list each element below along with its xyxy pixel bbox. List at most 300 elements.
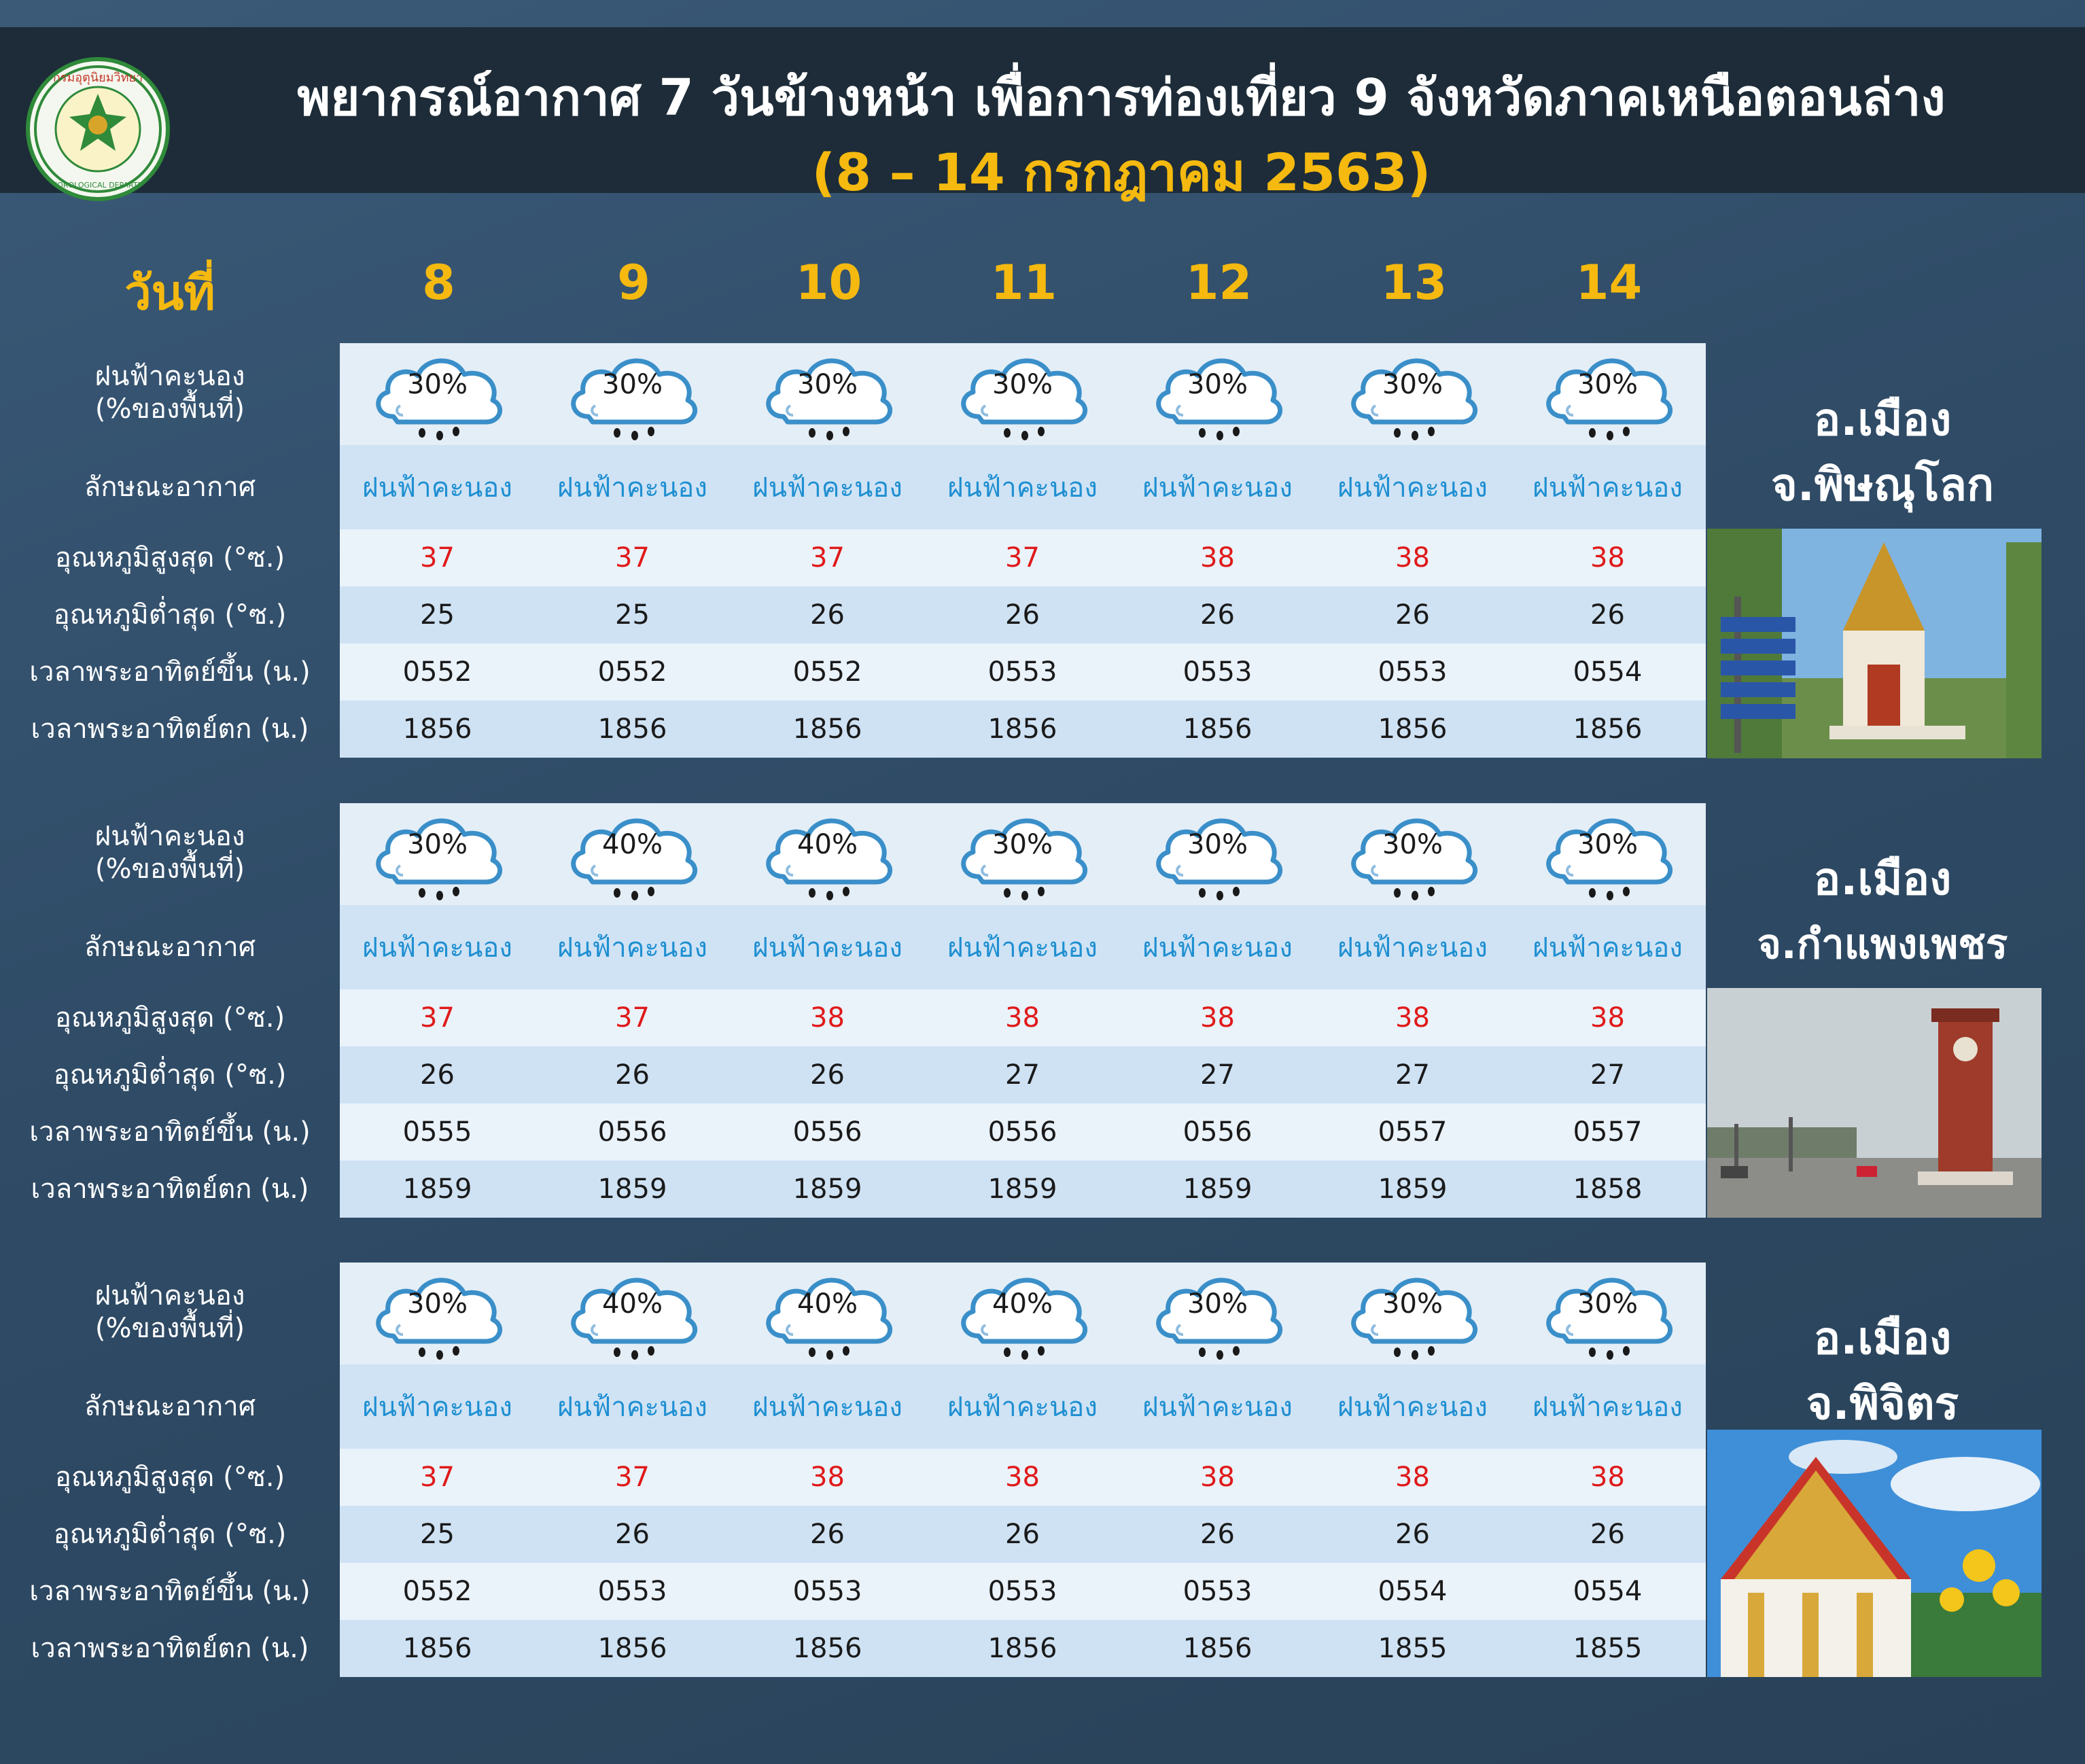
- condition-value: ฝนฟ้าคะนอง: [752, 1392, 903, 1423]
- sunset-cell: [925, 1620, 1120, 1677]
- row-label-sunrise: เวลาพระอาทิตย์ขึ้น (น.): [29, 656, 311, 688]
- row-label-tmin: อุณหภูมิต่ำสุด (°ซ.): [53, 1059, 287, 1091]
- sunrise-value: 0553: [987, 656, 1057, 688]
- sunset-value: 1859: [402, 1174, 472, 1205]
- rain-cell: [1120, 1263, 1315, 1364]
- sunset-value: 1856: [792, 1633, 862, 1664]
- rain-cell: [1315, 1263, 1510, 1364]
- rain-percent: 30%: [1382, 829, 1443, 860]
- row-label-rain: ฝนฟ้าคะนอง (%ของพื้นที่): [94, 361, 245, 425]
- station-district: อ.เมือง: [1813, 853, 1952, 905]
- row-label-sunrise: เวลาพระอาทิตย์ขึ้น (น.): [29, 1576, 311, 1607]
- sunset-cell: [535, 701, 730, 758]
- condition-cell: [1315, 1364, 1510, 1449]
- sunrise-cell: [1315, 643, 1510, 701]
- condition-cell: [925, 905, 1120, 989]
- landmark-photo: [1707, 529, 2042, 758]
- rain-chance: [756, 1263, 899, 1364]
- tmin-value: 26: [810, 599, 845, 631]
- sunset-value: 1859: [987, 1174, 1057, 1205]
- tmax-cell: [925, 529, 1120, 586]
- condition-cell: [535, 445, 730, 529]
- condition-cell: [730, 1364, 925, 1449]
- sunrise-cell: [535, 1104, 730, 1161]
- rain-chance: [1146, 803, 1289, 905]
- row-sunrise: [340, 1563, 1706, 1620]
- condition-cell: [1120, 1364, 1315, 1449]
- sunset-value: 1855: [1378, 1633, 1448, 1664]
- tmin-cell: [1315, 586, 1510, 643]
- tmin-cell: [730, 1506, 925, 1563]
- tmax-value: 37: [615, 1002, 650, 1034]
- condition-value: ฝนฟ้าคะนอง: [362, 1392, 512, 1423]
- condition-value: ฝนฟ้าคะนอง: [1142, 932, 1293, 964]
- tmin-cell: [535, 1506, 730, 1563]
- condition-value: ฝนฟ้าคะนอง: [1142, 472, 1293, 504]
- tmax-value: 38: [810, 1002, 845, 1034]
- sunrise-cell: [1120, 1563, 1315, 1620]
- tmax-cell: [1120, 529, 1315, 586]
- tmin-cell: [340, 1046, 535, 1104]
- condition-value: ฝนฟ้าคะนอง: [947, 932, 1098, 964]
- condition-cell: [1120, 445, 1315, 529]
- rain-cell: [730, 803, 925, 905]
- sunrise-cell: [340, 1563, 535, 1620]
- sunset-value: 1859: [1378, 1174, 1448, 1205]
- sunset-cell: [535, 1161, 730, 1218]
- condition-cell: [1315, 905, 1510, 989]
- condition-cell: [1120, 905, 1315, 989]
- tmax-value: 38: [1590, 1462, 1625, 1493]
- tmin-cell: [535, 586, 730, 643]
- sunrise-cell: [1510, 1104, 1705, 1161]
- rain-percent: 40%: [797, 1288, 858, 1320]
- tmax-value: 38: [1395, 542, 1430, 574]
- row-rain: [340, 803, 1706, 905]
- condition-value: ฝนฟ้าคะนอง: [947, 1392, 1098, 1423]
- tmin-value: 25: [420, 599, 455, 631]
- sunrise-value: 0556: [1182, 1116, 1252, 1148]
- sunset-cell: [730, 1161, 925, 1218]
- condition-cell: [1510, 905, 1705, 989]
- tmax-value: 38: [1395, 1002, 1430, 1034]
- rain-percent: 30%: [992, 369, 1053, 400]
- sunrise-cell: [1120, 643, 1315, 701]
- rain-percent: 30%: [1382, 369, 1443, 400]
- sunset-cell: [1510, 701, 1705, 758]
- tmin-cell: [535, 1046, 730, 1104]
- condition-cell: [1510, 445, 1705, 529]
- page-subtitle: (8 – 14 กรกฎาคม 2563): [811, 142, 1431, 202]
- tmin-value: 26: [615, 1519, 650, 1550]
- condition-cell: [1315, 445, 1510, 529]
- tmin-cell: [925, 1506, 1120, 1563]
- rain-chance: [1537, 1263, 1679, 1364]
- tmax-value: 38: [1005, 1462, 1040, 1493]
- tmax-cell: [340, 1449, 535, 1506]
- header-bar: [0, 27, 2085, 202]
- page-title: พยากรณ์อากาศ 7 วันข้างหน้า เพื่อการท่องเที่ยว 9 จังหวัดภาคเหนือตอนล่าง: [297, 69, 1946, 127]
- sunset-cell: [1120, 1161, 1315, 1218]
- rain-chance: [1537, 803, 1679, 905]
- tmin-value: 26: [420, 1059, 455, 1091]
- sunset-cell: [1510, 1161, 1705, 1218]
- tmax-value: 37: [1005, 542, 1040, 574]
- tmin-value: 26: [1200, 599, 1235, 631]
- day-header-4: 12: [1185, 255, 1252, 311]
- sunset-value: 1856: [402, 713, 472, 745]
- sunrise-cell: [730, 1563, 925, 1620]
- row-label-condition: ลักษณะอากาศ: [84, 1391, 256, 1422]
- tmin-value: 27: [1590, 1059, 1625, 1091]
- tmin-value: 26: [1005, 1519, 1040, 1550]
- rain-chance: [561, 1263, 704, 1364]
- tmax-value: 38: [1005, 1002, 1040, 1034]
- condition-cell: [535, 905, 730, 989]
- sunset-value: 1856: [597, 713, 667, 745]
- sunrise-value: 0553: [1378, 656, 1448, 688]
- row-sunrise: [340, 1104, 1706, 1161]
- sunrise-value: 0554: [1573, 656, 1643, 688]
- condition-value: ฝนฟ้าคะนอง: [1337, 472, 1488, 504]
- rain-percent: 30%: [1577, 1288, 1638, 1320]
- rain-percent: 30%: [1577, 369, 1638, 400]
- tmax-cell: [1315, 1449, 1510, 1506]
- station-province: จ.พิจิตร: [1806, 1377, 1959, 1430]
- tmin-value: 26: [615, 1059, 650, 1091]
- rain-cell: [730, 343, 925, 445]
- station-district: อ.เมือง: [1813, 393, 1952, 446]
- row-label-condition: ลักษณะอากาศ: [84, 472, 256, 503]
- tmax-cell: [730, 529, 925, 586]
- rain-chance: [756, 803, 899, 905]
- sunset-cell: [1315, 1620, 1510, 1677]
- rain-percent: 40%: [797, 829, 858, 860]
- sunset-cell: [730, 701, 925, 758]
- day-header-2: 10: [795, 255, 862, 311]
- rain-cell: [925, 803, 1120, 905]
- rain-cell: [925, 343, 1120, 445]
- sunset-cell: [1315, 1161, 1510, 1218]
- sunset-cell: [1120, 701, 1315, 758]
- sunrise-value: 0553: [987, 1576, 1057, 1607]
- row-label-rain: ฝนฟ้าคะนอง (%ของพื้นที่): [94, 1280, 245, 1344]
- rain-chance: [1342, 803, 1484, 905]
- condition-cell: [535, 1364, 730, 1449]
- sunrise-cell: [1510, 1563, 1705, 1620]
- tmin-cell: [1315, 1506, 1510, 1563]
- row-sunset: [340, 1620, 1706, 1677]
- sunrise-value: 0553: [1182, 656, 1252, 688]
- sunset-value: 1856: [402, 1633, 472, 1664]
- row-sunrise: [340, 643, 1706, 701]
- sunrise-cell: [535, 1563, 730, 1620]
- sunrise-value: 0552: [597, 656, 667, 688]
- sunrise-value: 0552: [402, 656, 472, 688]
- sunrise-value: 0554: [1378, 1576, 1448, 1607]
- condition-value: ฝนฟ้าคะนอง: [752, 932, 903, 964]
- forecast-table-1: [340, 803, 1706, 1218]
- rain-percent: 30%: [992, 829, 1053, 860]
- sunrise-value: 0556: [597, 1116, 667, 1148]
- rain-chance: [366, 1263, 509, 1364]
- row-label-sunset: เวลาพระอาทิตย์ตก (น.): [31, 713, 309, 745]
- condition-value: ฝนฟ้าคะนอง: [362, 932, 512, 964]
- rain-chance: [561, 343, 704, 445]
- tmin-cell: [925, 586, 1120, 643]
- sunrise-cell: [1315, 1563, 1510, 1620]
- tmin-cell: [1120, 1046, 1315, 1104]
- rain-chance: [1537, 343, 1679, 445]
- tmax-value: 37: [615, 542, 650, 574]
- tmax-value: 38: [810, 1462, 845, 1493]
- sunrise-value: 0557: [1378, 1116, 1448, 1148]
- tmin-cell: [1510, 1046, 1705, 1104]
- tmin-cell: [340, 586, 535, 643]
- row-label-rain: ฝนฟ้าคะนอง (%ของพื้นที่): [94, 821, 245, 885]
- condition-value: ฝนฟ้าคะนอง: [557, 1392, 707, 1423]
- condition-cell: [340, 1364, 535, 1449]
- rain-chance: [366, 343, 509, 445]
- tmax-value: 37: [420, 1462, 455, 1493]
- sunrise-cell: [730, 643, 925, 701]
- row-label-tmax: อุณหภูมิสูงสุด (°ซ.): [54, 1002, 285, 1034]
- tmax-cell: [340, 989, 535, 1046]
- tmin-cell: [1120, 586, 1315, 643]
- tmax-value: 37: [615, 1462, 650, 1493]
- row-tmax: [340, 529, 1706, 586]
- rain-cell: [1315, 343, 1510, 445]
- row-tmin: [340, 1506, 1706, 1563]
- tmax-value: 38: [1590, 1002, 1625, 1034]
- rain-percent: 40%: [602, 1288, 663, 1320]
- tmax-cell: [925, 1449, 1120, 1506]
- sunset-cell: [925, 1161, 1120, 1218]
- tmax-value: 38: [1200, 1462, 1235, 1493]
- rain-cell: [340, 803, 535, 905]
- station-district: อ.เมือง: [1813, 1312, 1952, 1364]
- rain-percent: 30%: [1187, 1288, 1248, 1320]
- condition-value: ฝนฟ้าคะนอง: [1337, 932, 1488, 964]
- condition-value: ฝนฟ้าคะนอง: [362, 472, 512, 504]
- station-province: จ.กำแพงเพชร: [1757, 921, 2008, 968]
- rain-percent: 40%: [992, 1288, 1053, 1320]
- tmin-value: 26: [810, 1059, 845, 1091]
- rain-chance: [1146, 1263, 1289, 1364]
- rain-chance: [561, 803, 704, 905]
- row-condition: [340, 905, 1706, 989]
- tmin-cell: [925, 1046, 1120, 1104]
- sunset-value: 1856: [792, 713, 862, 745]
- tmin-cell: [1315, 1046, 1510, 1104]
- station-province: จ.พิษณุโลก: [1771, 459, 1994, 511]
- condition-value: ฝนฟ้าคะนอง: [557, 472, 707, 504]
- sunrise-value: 0556: [792, 1116, 862, 1148]
- sunrise-cell: [925, 1563, 1120, 1620]
- tmin-cell: [1510, 586, 1705, 643]
- rain-percent: 30%: [407, 829, 468, 860]
- row-condition: [340, 445, 1706, 529]
- day-label: วันที่: [124, 265, 215, 321]
- row-tmin: [340, 586, 1706, 643]
- tmax-cell: [1510, 989, 1705, 1046]
- sunset-value: 1856: [987, 1633, 1057, 1664]
- rain-cell: [1510, 803, 1705, 905]
- sunrise-value: 0557: [1573, 1116, 1643, 1148]
- row-rain: [340, 343, 1706, 445]
- tmin-value: 26: [1395, 599, 1430, 631]
- tmax-value: 37: [420, 1002, 455, 1034]
- condition-cell: [1510, 1364, 1705, 1449]
- rain-chance: [1342, 1263, 1484, 1364]
- sunset-value: 1858: [1573, 1174, 1643, 1205]
- sunrise-value: 0554: [1573, 1576, 1643, 1607]
- rain-cell: [340, 1263, 535, 1364]
- sunset-value: 1856: [1573, 713, 1643, 745]
- condition-value: ฝนฟ้าคะนอง: [1337, 1392, 1488, 1423]
- tmin-value: 25: [615, 599, 650, 631]
- condition-value: ฝนฟ้าคะนอง: [1142, 1392, 1293, 1423]
- rain-cell: [1120, 803, 1315, 905]
- tmax-value: 38: [1395, 1462, 1430, 1493]
- day-header-0: 8: [422, 255, 455, 311]
- sunrise-cell: [535, 643, 730, 701]
- sunset-value: 1856: [1378, 713, 1448, 745]
- row-label-tmax: อุณหภูมิสูงสุด (°ซ.): [54, 1462, 285, 1493]
- sunset-cell: [535, 1620, 730, 1677]
- rain-chance: [1342, 343, 1484, 445]
- rain-percent: 30%: [407, 1288, 468, 1320]
- rain-chance: [951, 1263, 1094, 1364]
- tmin-value: 27: [1005, 1059, 1040, 1091]
- condition-cell: [730, 445, 925, 529]
- tmax-cell: [535, 989, 730, 1046]
- sunset-value: 1859: [1182, 1174, 1252, 1205]
- rain-percent: 30%: [1382, 1288, 1443, 1320]
- tmax-cell: [1120, 1449, 1315, 1506]
- rain-cell: [535, 1263, 730, 1364]
- row-sunset: [340, 701, 1706, 758]
- row-label-tmax: อุณหภูมิสูงสุด (°ซ.): [54, 542, 285, 574]
- row-sunset: [340, 1161, 1706, 1218]
- row-rain: [340, 1263, 1706, 1364]
- sunrise-value: 0552: [792, 656, 862, 688]
- rain-percent: 30%: [602, 369, 663, 400]
- tmin-cell: [1120, 1506, 1315, 1563]
- row-label-sunrise: เวลาพระอาทิตย์ขึ้น (น.): [29, 1116, 311, 1148]
- condition-cell: [340, 445, 535, 529]
- rain-chance: [951, 343, 1094, 445]
- sunrise-cell: [1120, 1104, 1315, 1161]
- tmax-value: 38: [1200, 1002, 1235, 1034]
- tmin-value: 26: [1590, 599, 1625, 631]
- rain-cell: [1120, 343, 1315, 445]
- sunrise-cell: [1510, 643, 1705, 701]
- tmax-cell: [340, 529, 535, 586]
- rain-percent: 30%: [1187, 829, 1248, 860]
- rain-chance: [951, 803, 1094, 905]
- sunrise-cell: [925, 643, 1120, 701]
- sunset-value: 1856: [1182, 1633, 1252, 1664]
- rain-percent: 30%: [1187, 369, 1248, 400]
- tmin-value: 25: [420, 1519, 455, 1550]
- tmax-cell: [1510, 1449, 1705, 1506]
- rain-cell: [730, 1263, 925, 1364]
- sunset-cell: [925, 701, 1120, 758]
- sunset-cell: [340, 701, 535, 758]
- rain-cell: [535, 803, 730, 905]
- rain-cell: [925, 1263, 1120, 1364]
- sunset-cell: [340, 1161, 535, 1218]
- condition-value: ฝนฟ้าคะนอง: [557, 932, 707, 964]
- sunset-value: 1855: [1573, 1633, 1643, 1664]
- tmin-cell: [730, 586, 925, 643]
- tmax-value: 38: [1590, 542, 1625, 574]
- svg-text:กรมอุตุนิยมวิทยา: กรมอุตุนิยมวิทยา: [52, 71, 143, 85]
- landmark-photo: [1707, 988, 2042, 1218]
- row-label-tmin: อุณหภูมิต่ำสุด (°ซ.): [53, 1519, 287, 1550]
- condition-value: ฝนฟ้าคะนอง: [1532, 472, 1683, 504]
- rain-cell: [535, 343, 730, 445]
- day-header-1: 9: [617, 255, 650, 311]
- rain-percent: 30%: [797, 369, 858, 400]
- condition-value: ฝนฟ้าคะนอง: [1532, 932, 1683, 964]
- tmax-value: 38: [1200, 542, 1235, 574]
- row-label-tmin: อุณหภูมิต่ำสุด (°ซ.): [53, 599, 287, 631]
- tmax-cell: [730, 1449, 925, 1506]
- tmin-cell: [1510, 1506, 1705, 1563]
- sunrise-cell: [340, 643, 535, 701]
- rain-cell: [1510, 1263, 1705, 1364]
- sunset-value: 1856: [597, 1633, 667, 1664]
- tmax-value: 37: [810, 542, 845, 574]
- tmax-cell: [730, 989, 925, 1046]
- tmax-cell: [535, 1449, 730, 1506]
- day-header-3: 11: [990, 255, 1057, 311]
- day-header-5: 13: [1380, 255, 1448, 311]
- sunrise-cell: [730, 1104, 925, 1161]
- tmin-value: 27: [1395, 1059, 1430, 1091]
- tmin-value: 26: [1005, 599, 1040, 631]
- sunrise-value: 0552: [402, 1576, 472, 1607]
- condition-cell: [925, 445, 1120, 529]
- condition-value: ฝนฟ้าคะนอง: [752, 472, 903, 504]
- condition-cell: [730, 905, 925, 989]
- sunrise-value: 0556: [987, 1116, 1057, 1148]
- tmin-cell: [730, 1046, 925, 1104]
- tmin-value: 27: [1200, 1059, 1235, 1091]
- sunrise-cell: [925, 1104, 1120, 1161]
- tmax-cell: [925, 989, 1120, 1046]
- tmax-cell: [1120, 989, 1315, 1046]
- rain-percent: 30%: [1577, 829, 1638, 860]
- row-label-sunset: เวลาพระอาทิตย์ตก (น.): [31, 1174, 309, 1205]
- rain-percent: 30%: [407, 369, 468, 400]
- tmin-value: 26: [810, 1519, 845, 1550]
- sunset-value: 1859: [597, 1174, 667, 1205]
- sunset-value: 1859: [792, 1174, 862, 1205]
- sunset-value: 1856: [1182, 713, 1252, 745]
- rain-percent: 40%: [602, 829, 663, 860]
- sunrise-value: 0553: [1182, 1576, 1252, 1607]
- rain-cell: [1510, 343, 1705, 445]
- sunrise-value: 0553: [792, 1576, 862, 1607]
- forecast-table-2: [340, 1263, 1706, 1677]
- sunrise-value: 0555: [402, 1116, 472, 1148]
- rain-chance: [366, 803, 509, 905]
- tmax-cell: [1315, 529, 1510, 586]
- rain-cell: [340, 343, 535, 445]
